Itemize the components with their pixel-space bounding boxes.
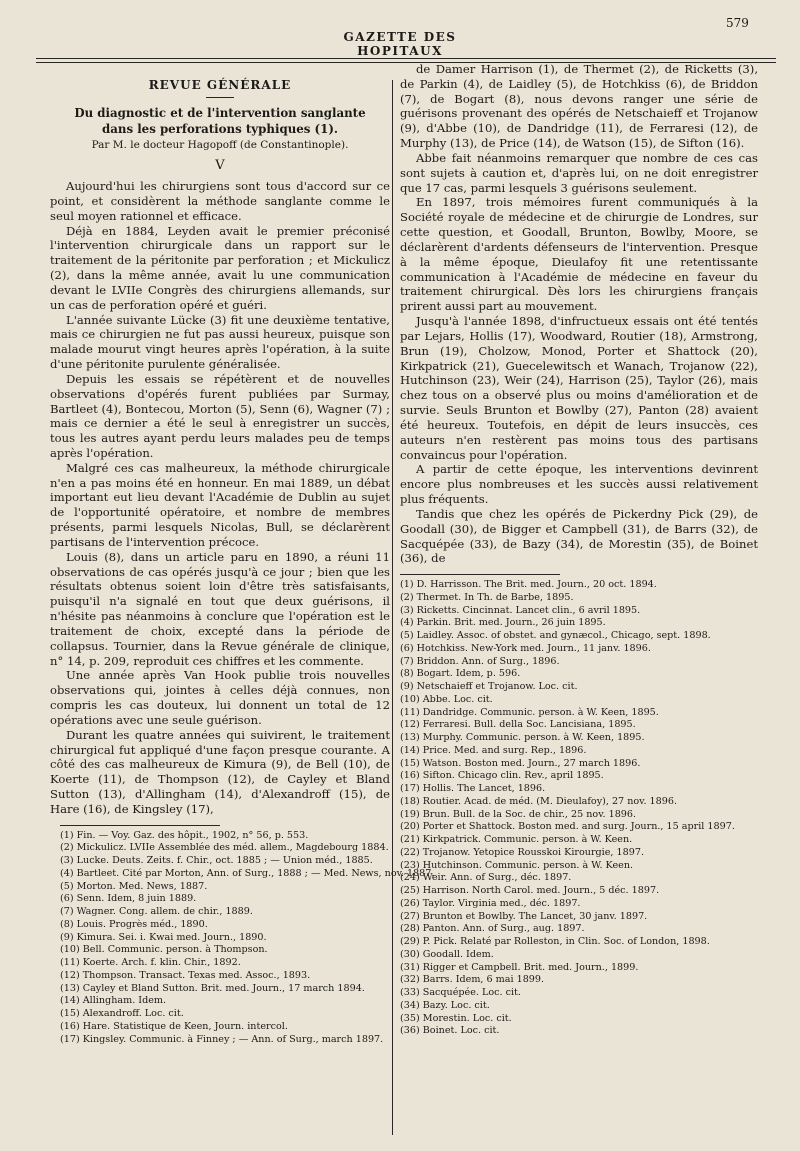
footnote: (24) Weir. Ann. of Surg., déc. 1897. — [400, 872, 572, 884]
footnote: (36) Boinet. Loc. cit. — [400, 1025, 500, 1037]
part-number: V — [215, 158, 225, 174]
section-title: REVUE GÉNÉRALE — [148, 78, 292, 92]
byline: Par M. le docteur Hagopoff (de Constantinople). — [91, 139, 349, 152]
footnote: (16) Hare. Statistique de Keen, Journ. intercol. — [60, 1020, 288, 1032]
footnote: (30) Goodall. Idem. — [400, 948, 494, 960]
footnote: (6) Hotchkiss. New-York med. Journ., 11 janv. 1896. — [400, 642, 651, 654]
footnote-rule — [400, 574, 560, 575]
footnote: (3) Ricketts. Cincinnat. Lancet clin., 6 avril 1895. — [400, 604, 641, 616]
footnote: (6) Senn. Idem, 8 juin 1889. — [60, 893, 197, 905]
body-paragraph: Durant les quatre années qui suivirent, le traitement chirurgical fut appliqué d'une façon presque courante. A côté des cas malheureux de Kimura (9), de Bell (10), de Koerte (11), de Thompson (12), de Cayley et Bland Sutton (13), d'Allingham (14), d'Alexandroff (15), de Hare (16), de Kingsley (17), — [50, 727, 390, 816]
body-paragraph: Malgré ces cas malheureux, la méthode chirurgicale n'en a pas moins été en honneur. En mai 1889, un débat important eut lieu devant l'Académie de Dublin au sujet de l'opportunité opératoire, et nombre de membres présents, parmi lesquels Nicolas, Bull, se déclarèrent partisans de l'intervention précoce. — [50, 460, 390, 549]
footnote: (15) Watson. Boston med. Journ., 27 march 1896. — [400, 757, 641, 769]
column-divider — [392, 80, 393, 1135]
footnote: (33) Sacquépée. Loc. cit. — [400, 987, 521, 999]
footnote: (15) Alexandroff. Loc. cit. — [60, 1008, 184, 1020]
body-paragraph: Louis (8), dans un article paru en 1890, a réuni 11 observations de cas opérés jusqu'à ce jour ; bien que les résultats obtenus soient loin d'être très satisfaisants, puisqu'il n'a signalé en tout que deux guérisons, il n'hésite pas néanmoins à conclure que l'opération est le traitement de choix, excepté dans la période de collapsus. Tournier, dans la Revue générale de clinique, n° 14, p. 209, reproduit ces chiffres et les commente. — [50, 549, 390, 668]
body-paragraph: Tandis que chez les opérés de Pickerdny Pick (29), de Goodall (30), de Bigger et Campbell (31), de Barrs (32), de Sacquépée (33), de Bazy (34), de Morestin (35), de Boinet (36), de — [400, 506, 758, 566]
body-paragraph: Depuis les essais se répétèrent et de nouvelles observations d'opérés furent publiées par Surmay, Bartleet (4), Bontecou, Morton (5), Senn (6), Wagner (7) ; mais ce dernier a été le seul à enregistrer un succès, tous les autres ayant perdu leurs malades peu de temps après l'opération. — [50, 371, 390, 460]
title-rule — [206, 97, 234, 98]
body-paragraph: Une année après Van Hook publie trois nouvelles observations qui, jointes à celles déjà connues, non compris les cas douteux, lui donnent un total de 12 opérations avec une seule guérison. — [50, 668, 390, 727]
footnote: (22) Trojanow. Yetopice Rousskoi Kirourgie, 1897. — [400, 846, 644, 858]
footnote: (16) Sifton. Chicago clin. Rev., april 1895. — [400, 770, 604, 782]
footnote: (2) Thermet. In Th. de Barbe, 1895. — [400, 591, 574, 603]
footnote: (5) Laidley. Assoc. of obstet. and gynæcol., Chicago, sept. 1898. — [400, 630, 711, 642]
footnote: (28) Panton. Ann. of Surg., aug. 1897. — [400, 923, 585, 935]
footnote: (2) Mickulicz. LVIIe Assemblée des méd. allem., Magdebourg 1884. — [60, 842, 389, 854]
footnote: (9) Kimura. Sei. i. Kwai med. Journ., 1890. — [60, 931, 267, 943]
footnote: (8) Louis. Progrès méd., 1890. — [60, 918, 208, 930]
footnote: (10) Bell. Communic. person. à Thompson. — [60, 944, 268, 956]
footnote: (13) Cayley et Bland Sutton. Brit. med. Journ., 17 march 1894. — [60, 982, 365, 994]
footnote: (14) Price. Med. and surg. Rep., 1896. — [400, 744, 587, 756]
footnote: (23) Hutchinson. Communic. person. à W. Keen. — [400, 859, 634, 871]
left-body — [50, 179, 390, 817]
footnote: (21) Kirkpatrick. Communic. person. à W. Keen. — [400, 834, 633, 846]
footnote: (27) Brunton et Bowlby. The Lancet, 30 janv. 1897. — [400, 910, 648, 922]
body-paragraph: Abbe fait néanmoins remarquer que nombre de ces cas sont sujets à caution et, d'après lui, on ne doit enregistrer que 17 cas, parmi lesquels 3 guérisons seulement. — [400, 150, 758, 195]
header-rule — [36, 58, 776, 59]
body-paragraph: A partir de cette époque, les interventions devinrent encore plus nombreuses et les succès aussi relativement plus fréquents. — [400, 462, 758, 507]
footnote: (17) Kingsley. Communic. à Finney ; — Ann. of Surg., march 1897. — [60, 1033, 384, 1045]
right-column — [400, 62, 758, 1038]
footnote: (7) Briddon. Ann. of Surg., 1896. — [400, 655, 560, 667]
footnote: (26) Taylor. Virginia med., déc. 1897. — [400, 897, 581, 909]
footnote: (18) Routier. Acad. de méd. (M. Dieulafoy), 27 nov. 1896. — [400, 795, 678, 807]
body-paragraph: Déjà en 1884, Leyden avait le premier préconisé l'intervention chirurgicale dans un rapport sur le traitement de la péritonite par perforation ; et Mickulicz (2), dans la même année, avait lu une communication devant le LVIIe Congrès des chirurgiens allemands, sur un cas de perforation opéré et guéri. — [50, 223, 390, 312]
body-paragraph: En 1897, trois mémoires furent communiqués à la Société royale de médecine et de chirurgie de Londres, sur cette question, et Goodall, Brunton, Bowlby, Moore, se déclarèrent d'ardents défenseurs de l'intervention. Presque à la même époque, Dieulafoy fit une retentissante communication à l'Académie de médecine en faveur du traitement chirurgical. Dès lors les chirurgiens français prirent aussi part au mouvement. — [400, 195, 758, 314]
page-number: 579 — [726, 16, 749, 30]
footnote: (4) Bartleet. Cité par Morton, Ann. of Surg., 1888 ; — Med. News, nov. 1887. — [60, 867, 435, 879]
footnote: (1) Fin. — Voy. Gaz. des hôpit., 1902, n° 56, p. 553. — [60, 829, 309, 841]
footnote: (7) Wagner. Cong. allem. de chir., 1889. — [60, 906, 253, 918]
footnote-rule — [60, 825, 220, 826]
footnote: (4) Parkin. Brit. med. Journ., 26 juin 1895. — [400, 617, 606, 629]
footnote: (31) Rigger et Campbell. Brit. med. Journ., 1899. — [400, 961, 639, 973]
footnote: (11) Koerte. Arch. f. klin. Chir., 1892. — [60, 957, 241, 969]
footnote: (12) Ferraresi. Bull. della Soc. Lancisiana, 1895. — [400, 719, 636, 731]
footnote: (10) Abbe. Loc. cit. — [400, 693, 493, 705]
footnote: (14) Allingham. Idem. — [60, 995, 167, 1007]
footnote: (8) Bogart. Idem, p. 596. — [400, 668, 521, 680]
left-footnotes — [50, 825, 435, 1047]
footnote: (11) Dandridge. Communic. person. à W. Keen, 1895. — [400, 706, 659, 718]
footnote: (13) Murphy. Communic. person. à W. Keen, 1895. — [400, 732, 645, 744]
footnote: (9) Netschaieff et Trojanow. Loc. cit. — [400, 681, 578, 693]
right-footnotes — [400, 574, 758, 1038]
footnote: (32) Barrs. Idem, 6 mai 1899. — [400, 974, 545, 986]
footnote: (35) Morestin. Loc. cit. — [400, 1012, 512, 1024]
footnote: (1) D. Harrisson. The Brit. med. Journ., 20 oct. 1894. — [400, 579, 657, 591]
footnote: (17) Hollis. The Lancet, 1896. — [400, 783, 546, 795]
body-paragraph: Aujourd'hui les chirurgiens sont tous d'accord sur ce point, et considèrent la méthode sanglante comme le seul moyen rationnel et efficace. — [50, 179, 390, 223]
footnote: (29) P. Pick. Relaté par Rolleston, in Clin. Soc. of London, 1898. — [400, 936, 710, 948]
left-column — [50, 78, 435, 1046]
footnote: (25) Harrison. North Carol. med. Journ., 5 déc. 1897. — [400, 885, 660, 897]
article-title: Du diagnostic et de l'intervention sanglante dans les perforations typhiques (1). — [74, 106, 366, 136]
footnote: (3) Lucke. Deuts. Zeits. f. Chir., oct. 1885 ; — Union méd., 1885. — [60, 855, 373, 867]
running-title: GAZETTE DES HOPITAUX — [343, 30, 457, 58]
body-paragraph: de Damer Harrison (1), de Thermet (2), de Ricketts (3), de Parkin (4), de Laidley (5), de Hotchkiss (6), de Briddon (7), de Bogart (8), nous devons ranger une série de guérisons provenant des opérés de Netschaieff et Trojanow (9), d'Abbe (10), de Dandridge (11), de Ferraresi (12), de Murphy (13), de Price (14), de Watson (15), de Sifton (16). — [400, 62, 758, 151]
body-paragraph: Jusqu'à l'année 1898, d'infructueux essais ont été tentés par Lejars, Hollis (17), Woodward, Routier (18), Armstrong, Brun (19), Cholzow, Monod, Porter et Shattock (20), Kirkpatrick (21), Guecelewitsch et Wanach, Trojanow (22), Hutchinson (23), Weir (24), Harrison (25), Taylor (26), mais chez tous on a observé plus ou moins d'amélioration et de survie. Seuls Brunton et Bowlby (27), Panton (28) avaient été heureux. Toutefois, en dépit de leurs insuccès, ces auteurs n'en restèrent pas moins tous des partisans convaincus pour l'opération. — [400, 314, 758, 462]
footnote: (34) Bazy. Loc. cit. — [400, 999, 490, 1011]
footnote: (19) Brun. Bull. de la Soc. de chir., 25 nov. 1896. — [400, 808, 637, 820]
footnote: (5) Morton. Med. News, 1887. — [60, 880, 208, 892]
footnote: (12) Thompson. Transact. Texas med. Assoc., 1893. — [60, 969, 311, 981]
right-body — [400, 62, 758, 566]
footnote: (20) Porter et Shattock. Boston med. and surg. Journ., 15 april 1897. — [400, 821, 735, 833]
body-paragraph: L'année suivante Lücke (3) fit une deuxième tentative, mais ce chirurgien ne fut pas aussi heureux, puisque son malade mourut vingt heures après l'opération, à la suite d'une péritonite purulente généralisée. — [50, 312, 390, 372]
